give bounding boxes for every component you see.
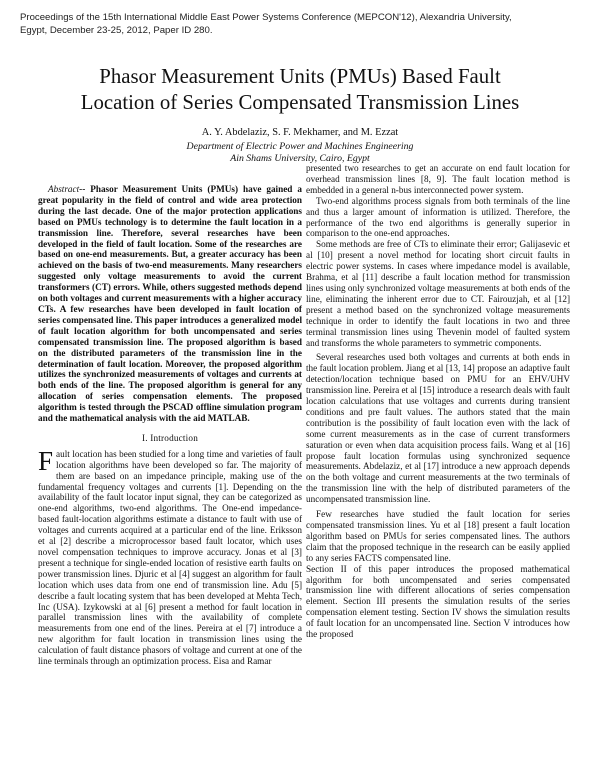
author-names: A. Y. Abdelaziz, S. F. Mekhamer, and M. Ezzat <box>201 127 399 138</box>
author-block <box>0 127 600 165</box>
right-paragraph-6: Section II of this paper introduces the proposed mathematical algorithm for both uncompensated and series compensated transmission line with different allocations of series compensation element. Section III presents the simulation results of the series compensation element testing. Section IV shows the simulation results of fault location for an uncompensated line. Section V introduces how the proposed <box>306 563 570 640</box>
right-paragraph-4: Several researches used both voltages and currents at both ends in the fault location problem. Jiang et al [13, 14] propose an adaptive fault detection/location technique based on PMU for an EHV/UHV transmission line. Pereira et al [15] introduce a research deals with fault location calculations that use voltages and currents during transient conditions and pre fault values. The authors stated that the main contribution is the possibility of fault location even with the lack of some current measurements as in the case of current transformers saturation or even when data acquisition process fails. Wang et al [16] propose fault location formulas using synchronized sequence measurements. Abdelaziz, et al [17] introduce a new approach depends on the both voltage and current measurements at the two terminals of the transmission line with the help of distributed parameters of the uncompensated transmission line. <box>306 352 570 505</box>
right-paragraph-2: Two-end algorithms process signals from both terminals of the line and thus a larger amount of information is utilized. Therefore, the performance of the two end algorithms is generally superior in comparison to the one-end approaches. <box>306 195 570 239</box>
right-paragraph-5: Few researches have studied the fault location for series compensated transmission lines. Yu et al [18] present a fault location algorithm based on PMUs for series compensated lines. The authors claim that the proposed technique in the research can be easily applied to any series FACTS compensated line. <box>306 509 570 563</box>
drop-cap: F <box>38 445 54 476</box>
title-line-2: Location of Series Compensated Transmission Lines <box>80 91 520 114</box>
right-paragraph-1: presented two researches to get an accurate on end fault location for overhead transmission lines [8, 9]. The fault location method is embedded in a general n-bus interconnected power system. <box>306 163 570 195</box>
abstract-text: -- Phasor Measurement Units (PMUs) have gained a great popularity in the field of control and wide area protection during the last decade. One of the major protection applications based on PMUs technology is to determine the fault location in a transmission line. Therefore, several researches have been developed in the field of fault location. Some of the researches are based on one-end measurements. But, a greater accuracy has been achieved on the basis of two-end measurements. Many researchers suggested only voltage measurements to avoid the current transformers (CT) errors. While, others suggested methods depend on both voltages and current measurements with a higher accuracy CTs. A few researches have been developed in fault location of series compensated line. This paper introduces a generalized model of fault location algorithm for both uncompensated and series compensated transmission line. The proposed algorithm is based on the distributed parameters of the transmission line in the determination of fault location. Moreover, the proposed algorithm utilizes the synchronized measurements of voltages and currents at both ends of the line. The proposed algorithm is general for any allocation of series compensation elements. The proposed algorithm is tested through the PSCAD offline simulation program and the mathematical analysis with the aid MATLAB. <box>38 184 302 424</box>
header-line-1: Proceedings of the 15th International Middle East Power Systems Conference (MEPCON'12), Alexandria University, <box>20 12 512 23</box>
conference-header <box>20 12 582 37</box>
title-line-1: Phasor Measurement Units (PMUs) Based Fault <box>99 65 501 88</box>
header-line-2: Egypt, December 23-25, 2012, Paper ID 280. <box>20 24 213 36</box>
abstract-label: Abstract <box>48 184 80 194</box>
right-paragraph-3: Some methods are free of CTs to eliminate their error; Galijasevic et al [10] present a novel method for locating short circuit faults in electric power systems. In cases where impedance model is available, Brahma, et al [11] describe a fault location method for transmission lines using only synchronized voltage measurements at both ends of the line, eliminating the inherent error due to CT. Fairouzjah, et al [12] present a method based on the synchronized voltage measurements technique in order to identify the fault locations in two and three terminal transmission lines using Thevenin model of faulted system and transforms the whole parameters to symmetric components. <box>306 239 570 348</box>
author-department: Department of Electric Power and Machines Engineering <box>186 141 414 152</box>
section-heading-introduction: I. Introduction <box>141 432 199 443</box>
right-column <box>306 163 570 640</box>
intro-paragraph-1-text: ault location has been studied for a long time and varieties of fault location algorithms have been developed so far. The majority of them are based on an impedance principle, making use of the fundamental frequency voltages and currents [1]. Depending on the availability of the fault locator input signal, they can be categorized as one-end algorithms, two-end algorithms. The One-end impedance-based fault-location algorithms estimate a distance to fault with use of voltages and currents acquired at a particular end of the line. Eriksson et al [2] describe a microprocessor based fault locator, which uses novel compensation techniques to improve accuracy. Jonas et al [3] present a technique for single-ended location of resistive earth faults on power transmission lines. Djuric et al [4] suggest an algorithm for fault location which uses data from one end of transmission line. Adu [5] describe a fault locating system that has been developed at Mehta Tech, Inc (USA). Izykowski at al [6] present a method for fault location in parallel transmission lines with the availability of complete measurements from one end of the lines. Pereira at el [7] introduce a new algorithm for fault location in transmission lines using the calculation of fault distance phasors of voltage and current at one of the line terminals through an optimization process. Eisa and Ramar <box>38 448 302 667</box>
left-column <box>38 184 302 667</box>
author-university: Ain Shams University, Cairo, Egypt <box>230 153 370 164</box>
paper-title <box>0 64 600 116</box>
intro-paragraph-1 <box>38 445 302 667</box>
abstract <box>38 184 302 424</box>
